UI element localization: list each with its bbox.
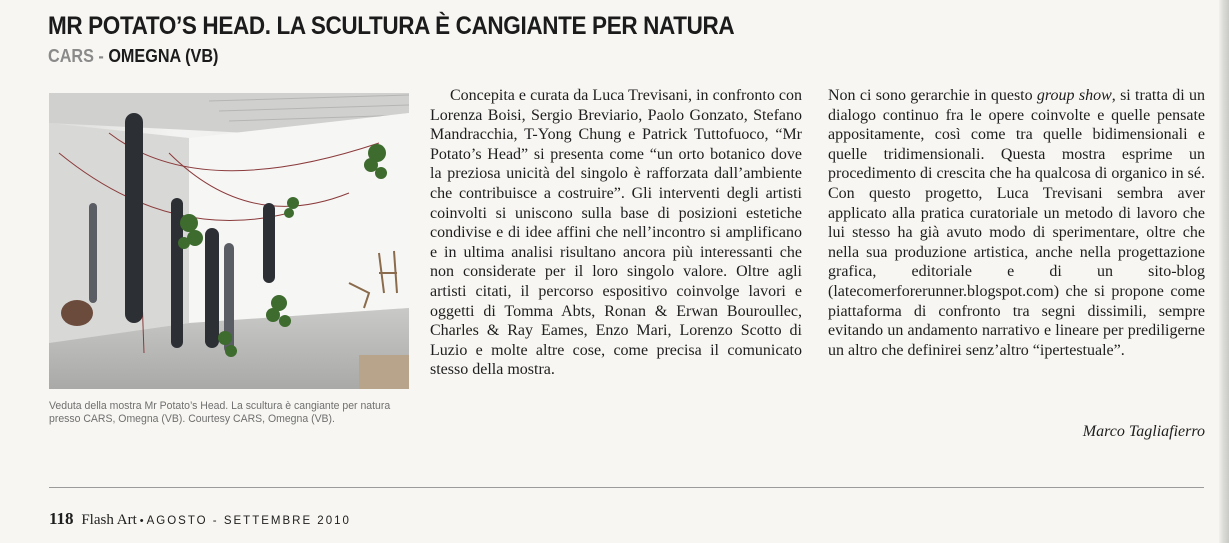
venue-name: CARS <box>48 46 94 66</box>
article-column-1 <box>430 86 802 380</box>
page-number: 118 <box>49 509 74 528</box>
body-paragraph-1: Concepita e curata da Luca Trevisani, in confronto con Lorenza Boisi, Sergio Breviario, Paolo Gonzato, Stefano Mandracchia, T-Yong Chung e Patrick Tuttofuoco, “Mr Potato’s Head” si presenta come “un orto botanico dove la preziosa unicità del singolo è rafforzata dall’ambiente che contribuisce a costruire”. Gli interventi degli artisti coinvolti si uniscono sulla base di posizioni estetiche condivise e di idee affini che nell’incontro si amplificano e in ultima analisi risultano ancora più interessanti che non considerate per il loro singolo valore. Oltre agli artisti citati, il percorso espositivo coinvolge lavori e oggetti di Tomma Abts, Ronan & Erwan Bouroullec, Charles & Ray Eames, Enzo Mari, Lorenzo Scotto di Luzio e molte altre cose, come precisa il comunicato stesso della mostra. <box>430 87 802 379</box>
page-edge-shadow <box>1219 0 1229 543</box>
article-column-2 <box>828 86 1205 360</box>
issue-date: AGOSTO - SETTEMBRE 2010 <box>146 515 351 527</box>
subtitle-separator: - <box>93 46 109 66</box>
page-footer <box>49 509 351 529</box>
magazine-name: Flash Art <box>81 512 137 528</box>
exhibition-photo <box>49 93 409 389</box>
footer-bullet: • <box>139 515 144 527</box>
body-paragraph-2-start: Non ci sono gerarchie in questo <box>828 87 1037 104</box>
group-show-term: group show <box>1036 87 1112 104</box>
venue-location: OMEGNA (VB) <box>108 46 219 66</box>
author-signature: Marco Tagliafierro <box>1082 423 1205 440</box>
photo-caption: Veduta della mostra Mr Potato’s Head. La scultura è cangiante per natura presso CARS, Omegna (VB). Courtesy CARS, Omegna (VB). <box>49 400 391 426</box>
article-title: MR POTATO’S HEAD. LA SCULTURA È CANGIANTE PER NATURA <box>48 12 735 40</box>
article-subtitle <box>48 46 218 67</box>
exhibition-photo-illustration <box>49 93 409 389</box>
body-paragraph-2 <box>828 86 1205 360</box>
body-paragraph-2-rest: , si tratta di un dialogo continuo fra le opere coinvolte e quelle pensate appositamente, così come tra quelle bidimensionali e quelle tridimensionali. Questa mostra esprime un procedimento di crescita che ha qualcosa di organico in sé. Con questo progetto, Luca Trevisani sembra aver applicato alla pratica curatoriale un metodo di lavoro che lui stesso ha già avuto modo di sperimentare, oltre che nella sua produzione artistica, anche nella progettazione grafica, editoriale e di un sito-blog (latecomerforerunner.blogspot.com) che si propone come piattaforma di confronto tra segni dissimili, sempre evitando un andamento narrativo e lineare per prediligerne un altro che definirei senz’altro “ipertestuale”. <box>828 87 1205 359</box>
footer-divider <box>49 487 1204 488</box>
